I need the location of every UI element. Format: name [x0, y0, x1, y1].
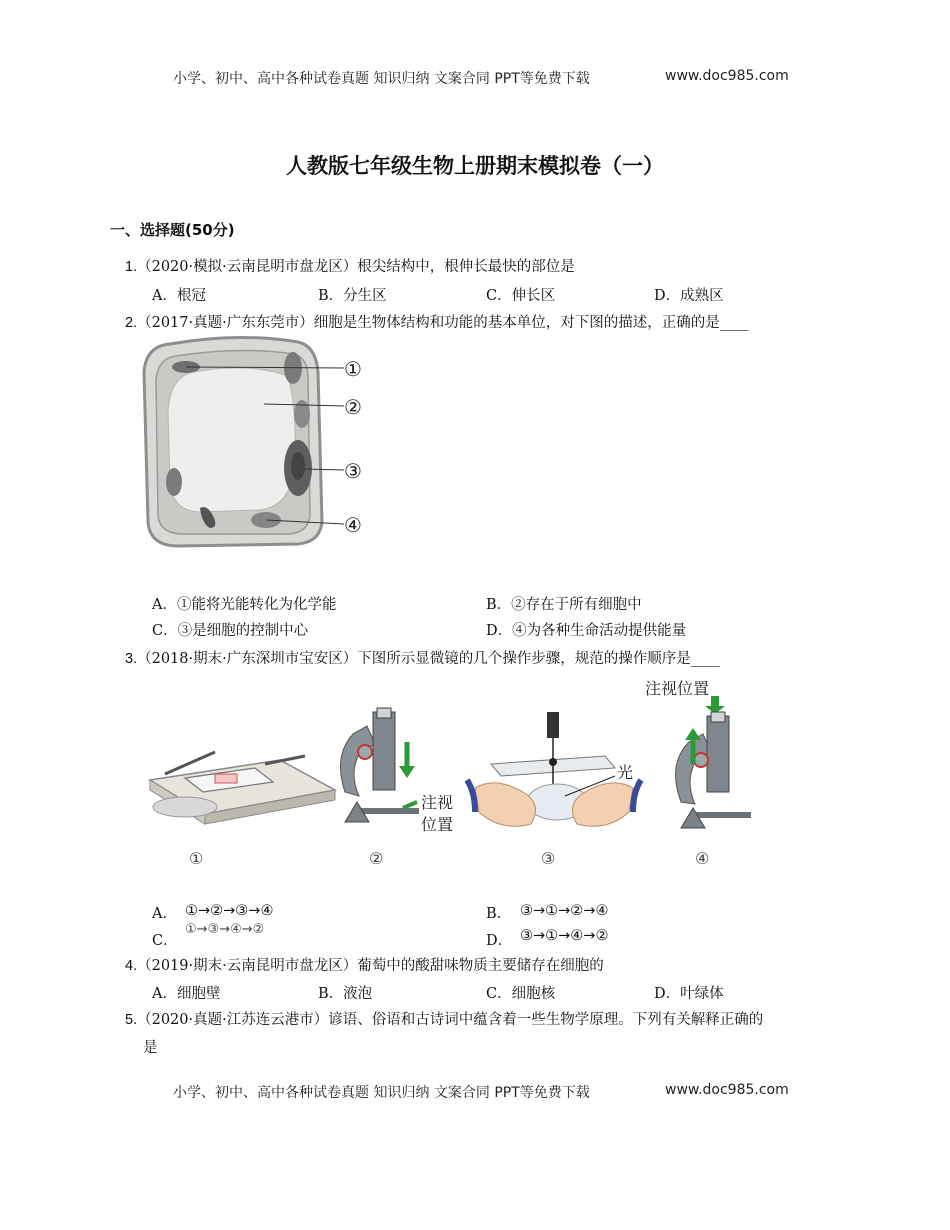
- cell-label-4: ④: [344, 513, 362, 537]
- question-3: [125, 647, 720, 668]
- q3-option-b-letter[interactable]: B．: [486, 906, 512, 922]
- question-number: 5.: [125, 1012, 138, 1028]
- header-url[interactable]: www.doc985.com: [665, 68, 789, 84]
- cell-label-3: ③: [344, 459, 362, 483]
- question-text: （2017·真题·广东东莞市）细胞是生物体结构和功能的基本单位，对下图的描述，正确的是____: [137, 315, 749, 331]
- q2-option-a[interactable]: A．①能将光能转化为化学能: [152, 597, 337, 613]
- q4-option-d[interactable]: D．叶绿体: [654, 986, 724, 1002]
- q1-option-d[interactable]: D．成熟区: [654, 288, 724, 304]
- watch-label-1: 注视: [421, 793, 454, 812]
- step-2-microscope-image: [341, 708, 454, 834]
- step-caption-1: ①: [189, 849, 204, 868]
- header-text: 小学、初中、高中各种试卷真题 知识归纳 文案合同 PPT等免费下载: [173, 71, 590, 87]
- q3-option-b-sequence[interactable]: ③→①→②→④: [520, 903, 609, 919]
- question-1: [125, 255, 575, 276]
- question-number: 4.: [125, 958, 138, 974]
- q3-option-d-sequence[interactable]: ③→①→④→②: [520, 928, 609, 944]
- q4-option-a[interactable]: A．细胞壁: [152, 986, 221, 1002]
- q2-option-c[interactable]: C．③是细胞的控制中心: [152, 623, 309, 639]
- cell-label-1: ①: [344, 357, 362, 381]
- q3-option-c-sequence[interactable]: ①→③→④→②: [185, 922, 265, 937]
- footer-url[interactable]: www.doc985.com: [665, 1082, 789, 1098]
- question-number: 3.: [125, 651, 138, 667]
- q2-option-b[interactable]: B．②存在于所有细胞中: [486, 597, 642, 613]
- q1-option-a[interactable]: A．根冠: [152, 288, 206, 304]
- question-5-continued: 是: [143, 1040, 158, 1056]
- step-caption-4: ④: [695, 849, 710, 868]
- question-number: 1.: [125, 259, 138, 275]
- footer-text: 小学、初中、高中各种试卷真题 知识归纳 文案合同 PPT等免费下载: [173, 1085, 590, 1101]
- q4-option-b[interactable]: B．液泡: [318, 986, 373, 1002]
- step-4-microscope-image: [645, 679, 751, 828]
- section-heading: 一、选择题(50分): [110, 221, 235, 239]
- q3-option-a-letter[interactable]: A．: [152, 906, 177, 922]
- step-1-stage-image: [150, 752, 335, 824]
- question-text: （2020·真题·江苏连云港市）谚语、俗语和古诗词中蕴含着一些生物学原理。下列有关解释正确的: [137, 1012, 764, 1028]
- q3-option-a-sequence[interactable]: ①→②→③→④: [185, 903, 274, 919]
- q1-option-c[interactable]: C．伸长区: [486, 288, 556, 304]
- plant-cell-figure: [138, 332, 378, 552]
- step-caption-3: ③: [541, 849, 556, 868]
- question-number: 2.: [125, 315, 138, 331]
- question-2: [125, 311, 749, 332]
- chloroplast-shape: [166, 468, 182, 496]
- q2-option-d[interactable]: D．④为各种生命活动提供能量: [486, 623, 687, 639]
- question-text: （2020·模拟·云南昆明市盘龙区）根尖结构中，根伸长最快的部位是: [137, 259, 575, 275]
- question-4: [125, 954, 604, 975]
- q3-option-d-letter[interactable]: D．: [486, 933, 513, 949]
- microscope-steps-figure: [145, 672, 765, 872]
- page-title: 人教版七年级生物上册期末模拟卷（一）: [286, 153, 664, 178]
- chloroplast-shape: [294, 400, 310, 428]
- watch-label-2: 位置: [421, 815, 454, 834]
- question-5: [125, 1008, 763, 1029]
- q1-option-b[interactable]: B．分生区: [318, 288, 387, 304]
- step-caption-2: ②: [369, 849, 384, 868]
- q4-option-c[interactable]: C．细胞核: [486, 986, 556, 1002]
- question-text: （2018·期末·广东深圳市宝安区）下图所示显微镜的几个操作步骤，规范的操作顺序是____: [137, 651, 720, 667]
- step-3-hands-image: [467, 712, 641, 826]
- watch-top-label: 注视位置: [645, 679, 710, 698]
- q3-option-c-letter[interactable]: C．: [152, 933, 178, 949]
- cell-label-2: ②: [344, 395, 362, 419]
- light-label: 光: [617, 763, 634, 782]
- question-text: （2019·期末·云南昆明市盘龙区）葡萄中的酸甜味物质主要储存在细胞的: [137, 958, 604, 974]
